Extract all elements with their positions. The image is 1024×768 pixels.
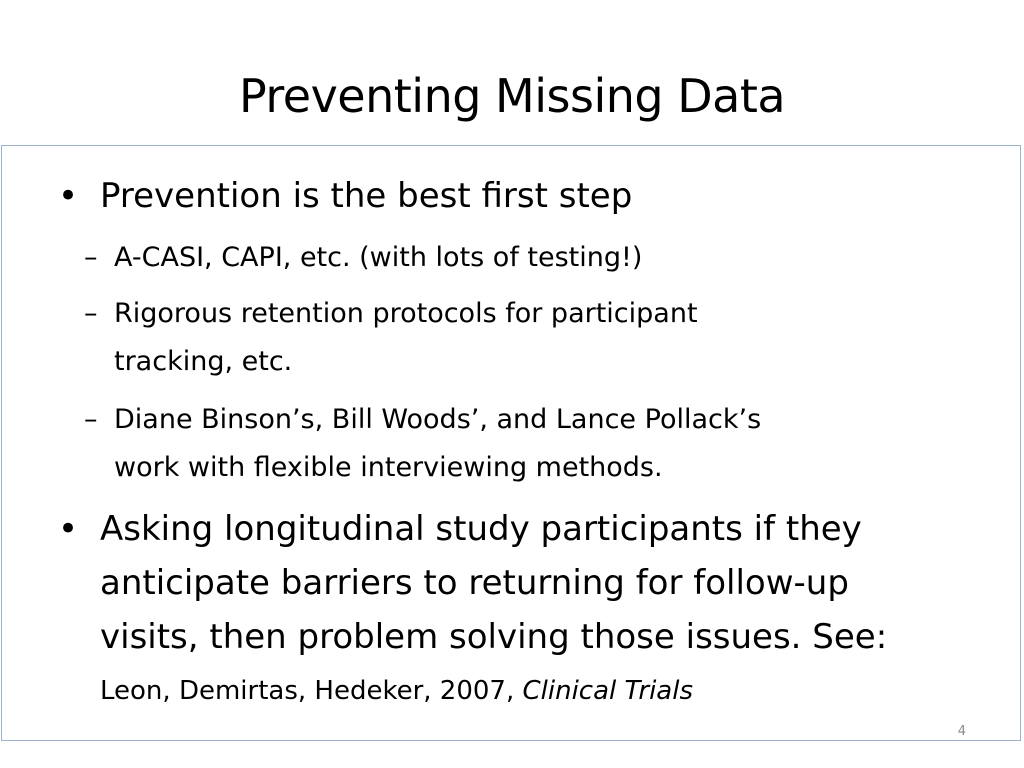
sub-bullet-2-line-2: tracking, etc.: [114, 346, 293, 377]
reference-authors: Leon, Demirtas, Hedeker, 2007,: [100, 676, 523, 706]
bullet-2-line-1: Asking longitudinal study participants if they: [100, 509, 862, 549]
bullet-dot-icon: •: [58, 509, 79, 549]
page-number: 4: [957, 724, 966, 739]
slide-title: Preventing Missing Data: [238, 69, 786, 123]
bullet-2: [58, 502, 888, 718]
sub-bullet-1-line-1: A-CASI, CAPI, etc. (with lots of testing!): [114, 242, 643, 273]
sub-bullet-2: [84, 290, 698, 386]
bullet-dot-icon: •: [58, 176, 79, 216]
bullet-2-reference: [100, 664, 887, 718]
sub-bullet-3-line-2: work with flexible interviewing methods.: [114, 452, 663, 483]
bullet-1: [58, 169, 633, 223]
sub-bullet-3-line-1: Diane Binson’s, Bill Woods’, and Lance Pollack’s: [114, 404, 762, 435]
reference-journal: Clinical Trials: [522, 676, 693, 706]
sub-bullet-1: [84, 234, 643, 282]
dash-icon: –: [84, 298, 98, 329]
sub-bullet-3: [84, 396, 762, 492]
bullet-2-line-2: anticipate barriers to returning for follow-up: [100, 563, 849, 603]
dash-icon: –: [84, 242, 98, 273]
sub-bullet-2-line-1: Rigorous retention protocols for participant: [114, 298, 698, 329]
bullet-2-line-3: visits, then problem solving those issues. See:: [100, 617, 888, 657]
bullet-1-text: Prevention is the best first step: [100, 176, 633, 216]
dash-icon: –: [84, 404, 98, 435]
